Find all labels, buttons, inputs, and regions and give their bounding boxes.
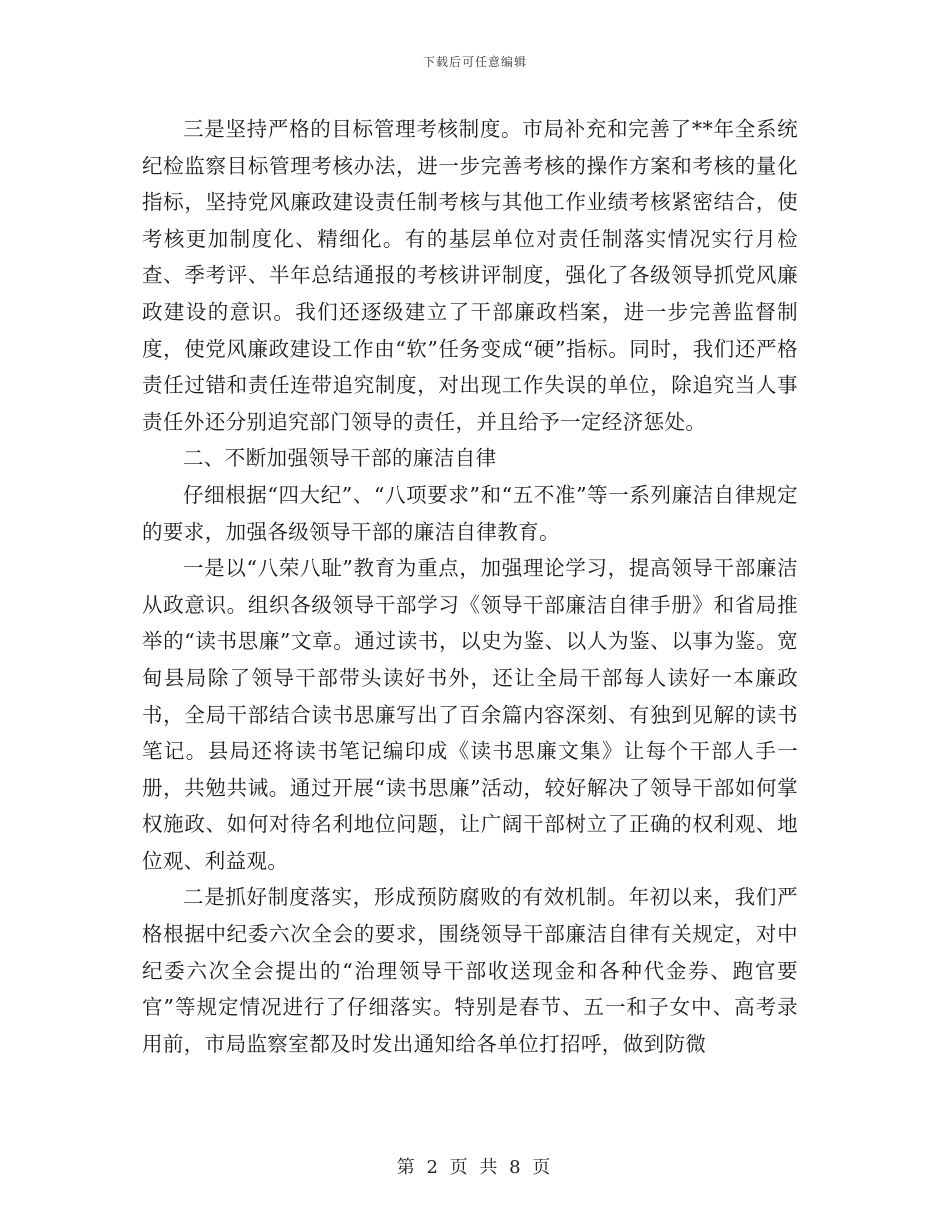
section-heading-self-discipline: 二、不断加强领导干部的廉洁自律 xyxy=(183,446,497,471)
paragraph-self-discipline-intro: 仔细根据“四大纪”、“八项要求”和“五不准”等一系列廉洁自律规定的要求，加强各级领导干部的廉洁自律教育。 xyxy=(142,482,798,544)
header-note: 下载后可任意编辑 xyxy=(422,55,527,69)
page-number-footer: 第 2 页 共 8 页 xyxy=(396,1157,554,1178)
paragraph-target-management: 三是坚持严格的目标管理考核制度。市局补充和完善了**年全系统纪检监察目标管理考核办法，进一步完善考核的操作方案和考核的量化指标，坚持党风廉政建设责任制考核与其他工作业绩考核紧密结合，使考核更加制度化、精细化。有的基层单位对责任制落实情况实行月检查、季考评、半年总结通报的考核讲评制度，强化了各级领导抓党风廉政建设的意识。我们还逐级建立了干部廉政档案，进一步完善监督制度，使党风廉政建设工作由“软”任务变成“硬”指标。同时，我们还严格责任过错和责任连带追究制度，对出现工作失误的单位，除追究当人事责任外还分别追究部门领导的责任，并且给予一定经济惩处。 xyxy=(142,117,798,434)
paragraph-system-implementation: 二是抓好制度落实，形成预防腐败的有效机制。年初以来，我们严格根据中纪委六次全会的要求，围绕领导干部廉洁自律有关规定，对中纪委六次全会提出的“治理领导干部收送现金和各种代金券、跑官要官”等规定情况进行了仔细落实。特别是春节、五一和子女中、高考录用前，市局监察室都及时发出通知给各单位打招呼，做到防微 xyxy=(142,885,798,1056)
paragraph-theory-study: 一是以“八荣八耻”教育为重点，加强理论学习，提高领导干部廉洁从政意识。组织各级领导干部学习《领导干部廉洁自律手册》和省局推举的“读书思廉”文章。通过读书，以史为鉴、以人为鉴、以事为鉴。宽甸县局除了领导干部带头读好书外，还让全局干部每人读好一本廉政书，全局干部结合读书思廉写出了百余篇内容深刻、有独到见解的读书笔记。县局还将读书笔记编印成《读书思廉文集》让每个干部人手一册，共勉共诫。通过开展“读书思廉”活动，较好解决了领导干部如何掌权施政、如何对待名利地位问题，让广阔干部树立了正确的权利观、地位观、利益观。 xyxy=(142,556,798,873)
document-body xyxy=(142,111,798,1062)
